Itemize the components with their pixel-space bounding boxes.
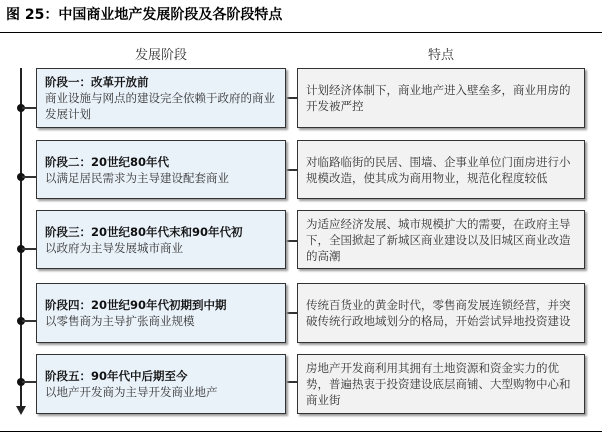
connector <box>286 381 297 383</box>
connector <box>22 381 36 383</box>
stage-box-1 <box>36 68 286 128</box>
stage-box-4 <box>36 283 286 343</box>
stage-box-2 <box>36 140 286 199</box>
timeline-arrow-icon <box>16 406 26 415</box>
feature-box-2: 对临路临街的民居、围墙、企事业单位门面房进行小规模改造，使其成为商用物业，规范化程度较低 <box>297 140 585 199</box>
connector <box>286 97 297 99</box>
feature-box-3: 为适应经济发展、城市规模扩大的需要，在政府主导下，全国掀起了新城区商业建设以及旧城区商业改造的高潮 <box>297 210 585 269</box>
feature-box-1: 计划经济体制下，商业地产进入壁垒多，商业用房的开发被严控 <box>297 68 585 128</box>
connector <box>22 107 36 109</box>
stage-name: 阶段四：20世纪90年代初期到中期 <box>45 298 227 312</box>
timeline-line <box>20 68 22 410</box>
stage-name: 阶段二：20世纪80年代 <box>45 154 170 169</box>
stage-box-3 <box>36 210 286 269</box>
connector <box>22 320 36 322</box>
bottom-rule <box>0 431 602 432</box>
stage-desc: 商业设施与网点的建设完全依赖于政府的商业发展计划 <box>45 91 275 121</box>
figure-title: 图 25：中国商业地产发展阶段及各阶段特点 <box>6 7 283 23</box>
stage-name: 阶段三：20世纪80年代末和90年代初 <box>45 224 243 239</box>
stage-name: 阶段五：90年代中后期至今 <box>45 369 188 383</box>
connector <box>286 240 297 242</box>
header-stage: 发展阶段 <box>134 48 187 63</box>
top-rule <box>0 32 602 33</box>
connector <box>286 169 297 171</box>
connector <box>22 248 36 250</box>
stage-desc: 以地产开发商为主导开发商业地产 <box>45 385 218 399</box>
feature-box-5: 房地产开发商利用其拥有土地资源和资金实力的优势，普遍热衷于投资建设底层商铺、大型购物中心和商业街 <box>297 354 585 414</box>
connector <box>22 176 36 178</box>
stage-desc: 以零售商为主导扩张商业规模 <box>45 314 195 328</box>
stage-name: 阶段一：改革开放前 <box>45 75 149 89</box>
connector <box>286 312 297 314</box>
stage-desc: 以政府为主导发展城市商业 <box>45 240 183 255</box>
feature-box-4: 传统百货业的黄金时代，零售商发展连锁经营，并突破传统行政地域划分的格局，开始尝试异地投资建设 <box>297 283 585 343</box>
stage-desc: 以满足居民需求为主导建设配套商业 <box>45 170 229 185</box>
stage-box-5 <box>36 354 286 414</box>
header-feature: 特点 <box>427 48 454 63</box>
